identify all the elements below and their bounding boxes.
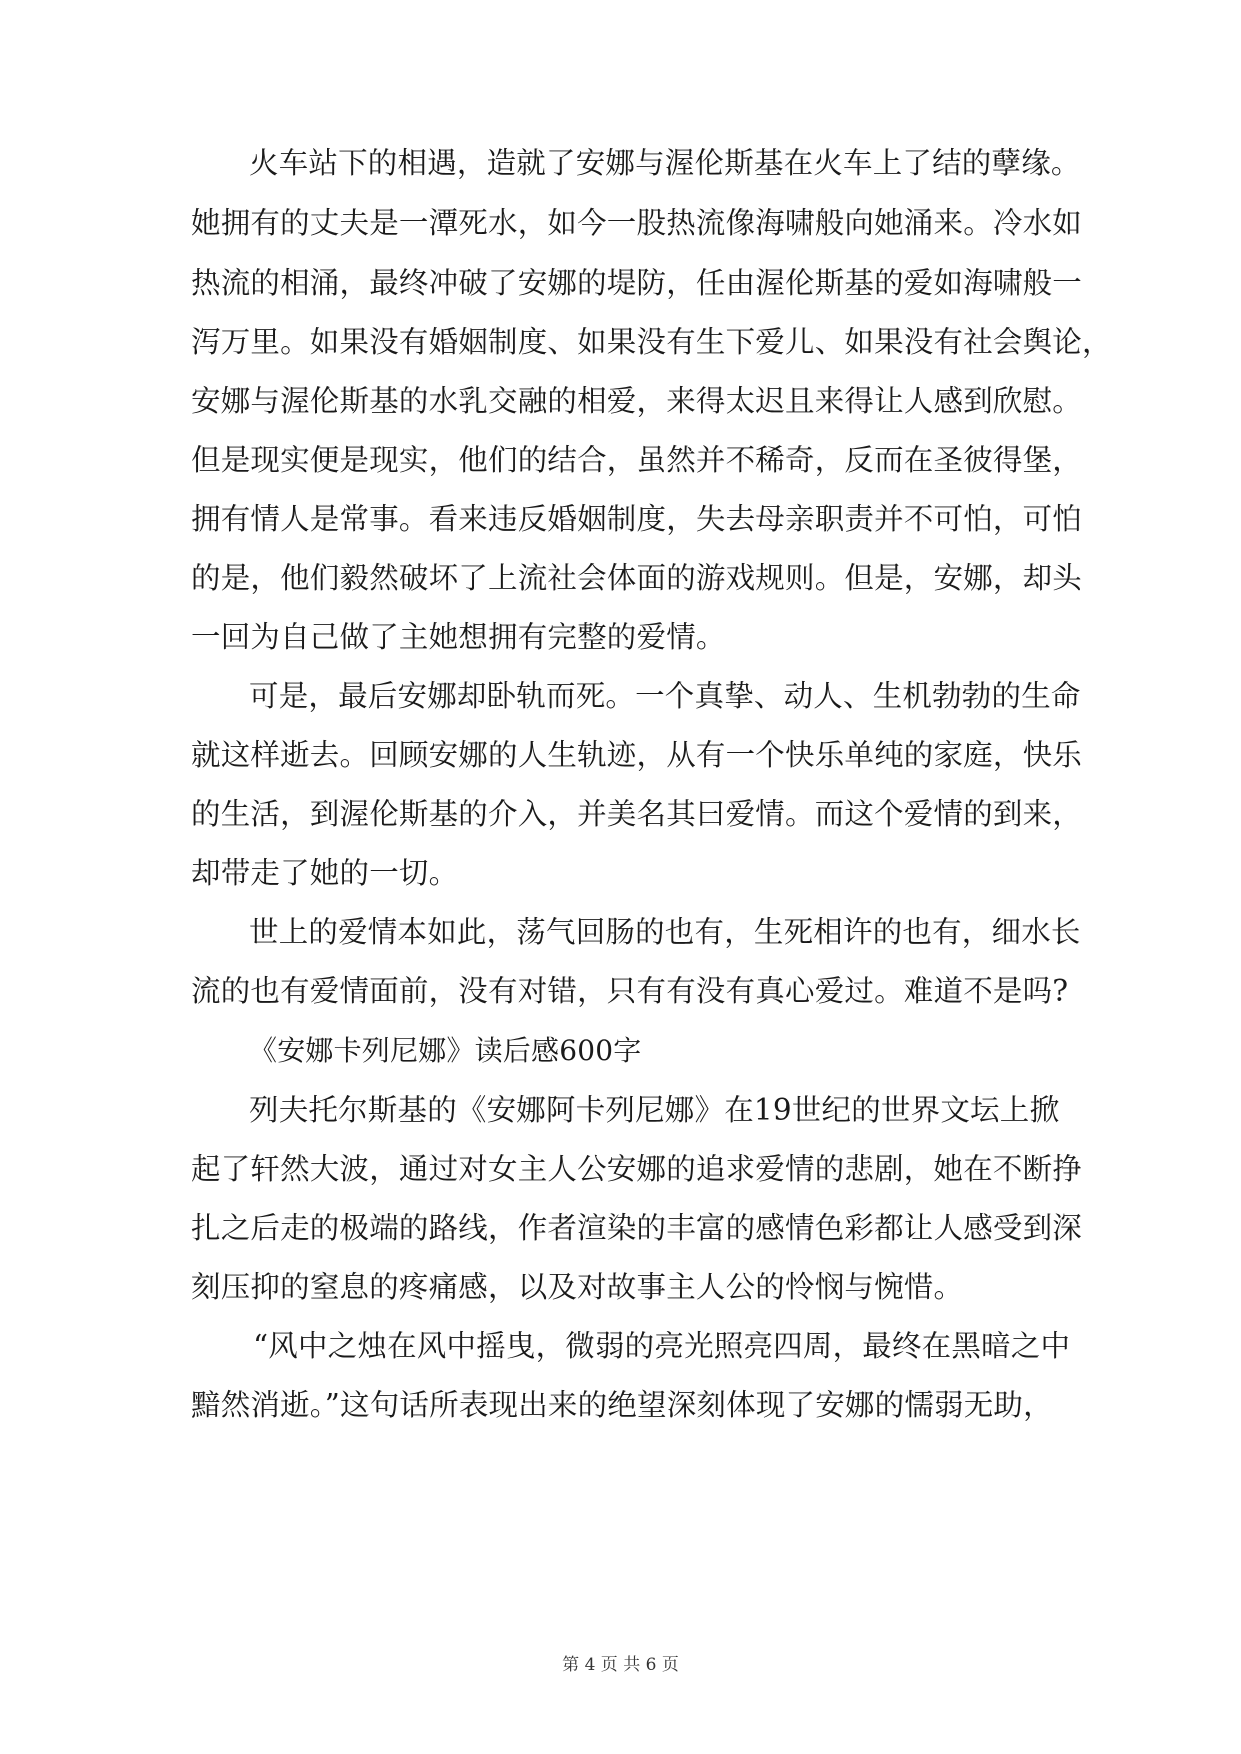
- paragraph-line: 热流的相涌，最终冲破了安娜的堤防，任由渥伦斯基的爱如海啸般一: [191, 266, 1083, 300]
- paragraph-line: 一回为自己做了主她想拥有完整的爱情。: [191, 620, 726, 654]
- paragraph-line: 的生活，到渥伦斯基的介入，并美名其曰爱情。而这个爱情的到来，: [191, 797, 1083, 831]
- paragraph-line: 但是现实便是现实，他们的结合，虽然并不稀奇，反而在圣彼得堡，: [191, 443, 1083, 477]
- paragraph-line: 可是，最后安娜却卧轨而死。一个真挚、动人、生机勃勃的生命: [249, 679, 1081, 713]
- paragraph-line: “风中之烛在风中摇曳，微弱的亮光照亮四周，最终在黑暗之中: [253, 1329, 1071, 1363]
- essay-heading: 《安娜卡列尼娜》读后感600字: [249, 1034, 642, 1067]
- paragraph-line: 黯然消逝。”这句话所表现出来的绝望深刻体现了安娜的懦弱无助，: [191, 1388, 1053, 1422]
- paragraph-line: 她拥有的丈夫是一潭死水，如今一股热流像海啸般向她涌来。冷水如: [191, 206, 1083, 240]
- paragraph-line: 扎之后走的极端的路线，作者渲染的丰富的感情色彩都让人感受到深: [191, 1211, 1083, 1245]
- paragraph-line: 泻万里。如果没有婚姻制度、如果没有生下爱儿、如果没有社会舆论，: [191, 325, 1112, 359]
- paragraph-line: 流的也有爱情面前，没有对错，只有有没有真心爱过。难道不是吗?: [191, 974, 1069, 1008]
- paragraph-line: 刻压抑的窒息的疼痛感，以及对故事主人公的怜悯与惋惜。: [191, 1270, 964, 1304]
- paragraph-line: 列夫托尔斯基的《安娜阿卡列尼娜》在19世纪的世界文坛上掀: [249, 1093, 1060, 1127]
- paragraph-line: 安娜与渥伦斯基的水乳交融的相爱，来得太迟且来得让人感到欣慰。: [191, 384, 1083, 418]
- paragraph-line: 世上的爱情本如此，荡气回肠的也有，生死相许的也有，细水长: [249, 915, 1081, 949]
- paragraph-line: 就这样逝去。回顾安娜的人生轨迹，从有一个快乐单纯的家庭，快乐: [191, 738, 1083, 772]
- paragraph-line: 起了轩然大波，通过对女主人公安娜的追求爱情的悲剧，她在不断挣: [191, 1152, 1083, 1186]
- paragraph-line: 拥有情人是常事。看来违反婚姻制度，失去母亲职责并不可怕，可怕: [191, 502, 1083, 536]
- page-number-footer: 第 4 页 共 6 页: [562, 1655, 679, 1675]
- paragraph-line: 火车站下的相遇，造就了安娜与渥伦斯基在火车上了结的孽缘。: [249, 146, 1081, 180]
- paragraph-line: 的是，他们毅然破坏了上流社会体面的游戏规则。但是，安娜，却头: [191, 561, 1083, 595]
- paragraph-line: 却带走了她的一切。: [191, 856, 459, 890]
